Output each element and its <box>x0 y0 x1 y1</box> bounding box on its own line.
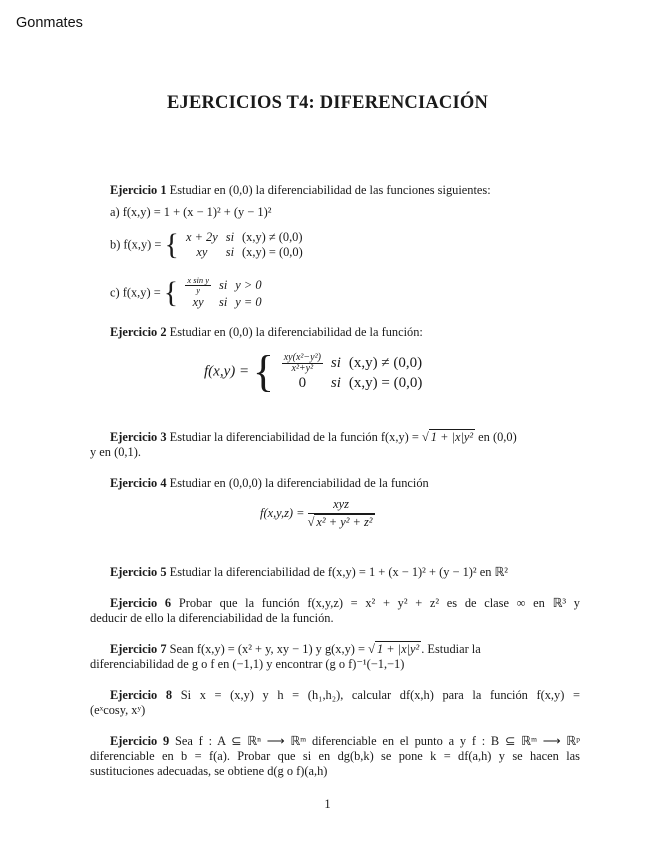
exercise-6-text: Probar que la función f(x,y,z) = x² + y² + z² es de clase ∞ en ℝ³ y <box>178 596 580 610</box>
case-cond: y > 0 <box>235 277 262 292</box>
exercise-4-label: Ejercicio 4 <box>110 476 167 490</box>
exercise-2-function <box>204 347 426 396</box>
case-expr: 0 <box>298 374 307 391</box>
exercise-4-prefix: f(x,y,z) = <box>260 506 305 521</box>
exercise-1-b-prefix: b) f(x,y) = <box>110 237 162 252</box>
case-expr: x + 2y <box>186 230 218 244</box>
case-si: si <box>330 374 341 391</box>
exercise-7-label: Ejercicio 7 <box>110 642 167 656</box>
exercise-4-intro <box>110 476 429 491</box>
case-cond: (x,y) ≠ (0,0) <box>348 355 423 371</box>
fraction-numerator: xy(x²−y²) <box>283 351 321 363</box>
exercise-1-label: Ejercicio 1 <box>110 183 167 197</box>
exercise-1-c-cases <box>181 276 265 310</box>
sqrt-sign: √ <box>421 430 429 444</box>
exercise-1-b-cases <box>182 230 307 260</box>
fraction <box>282 353 323 375</box>
exercise-4-function <box>260 498 375 529</box>
page-title: EJERCICIOS T4: DIFERENCIACIÓN <box>166 93 489 113</box>
exercise-8-line-2: (eˣcosy, xʸ) <box>90 703 146 717</box>
case-cond: (x,y) = (0,0) <box>242 245 303 259</box>
exercise-7-line-1 <box>110 642 580 657</box>
exercise-9-text: Sea f : A ⊆ ℝⁿ ⟶ ℝᵐ diferenciable en el punto a y f : B ⊆ ℝᵐ ⟶ ℝᵖ <box>175 734 580 748</box>
exercise-3-line-2: y en (0,1). <box>90 445 141 459</box>
case-si: si <box>219 294 228 309</box>
exercise-3-text-post: en (0,0) <box>478 430 517 444</box>
fraction-denominator: x²+y² <box>291 363 314 374</box>
case-si: si <box>225 230 235 244</box>
exercise-2-label: Ejercicio 2 <box>110 325 167 339</box>
exercise-4-text: Estudiar en (0,0,0) la diferenciabilidad de la función <box>169 476 429 490</box>
case-cond: (x,y) = (0,0) <box>348 374 423 391</box>
exercise-8-label: Ejercicio 8 <box>110 688 173 702</box>
exercise-1-c <box>110 276 266 310</box>
case-si: si <box>219 277 228 292</box>
exercise-1-a: a) f(x,y) = 1 + (x − 1)² + (y − 1)² <box>110 205 272 219</box>
exercise-9-line-1 <box>110 734 580 749</box>
sqrt-radicand: 1 + |x|y² <box>376 642 420 656</box>
exercise-5-text: Estudiar la diferenciabilidad de f(x,y) = 1 + (x − 1)² + (y − 1)² en ℝ² <box>169 565 509 579</box>
fraction <box>185 276 211 295</box>
exercise-3-text-pre: Estudiar la diferenciabilidad de la función f(x,y) = <box>169 430 419 444</box>
fraction-numerator: x sin y <box>187 275 210 285</box>
exercise-2-prefix: f(x,y) = <box>204 363 250 380</box>
exercise-1-text: Estudiar en (0,0) la diferenciabilidad de las funciones siguientes: <box>169 183 491 197</box>
sqrt-radicand: 1 + |x|y² <box>430 430 474 444</box>
sqrt-sign: √ <box>368 642 375 656</box>
exercise-2-intro <box>110 325 423 340</box>
left-brace: { <box>164 228 179 261</box>
case-si: si <box>225 245 235 259</box>
exercise-1-intro <box>110 183 491 198</box>
left-brace: { <box>252 347 274 396</box>
exercise-8-line-1 <box>110 688 580 703</box>
exercise-2-text: Estudiar en (0,0) la diferenciabilidad de la función: <box>169 325 423 339</box>
left-brace: { <box>163 275 179 309</box>
exercise-5 <box>110 565 508 580</box>
brand-name: Gonmates <box>16 15 83 31</box>
fraction-denominator: √ x² + y² + z² <box>307 515 373 530</box>
exercise-1-c-prefix: c) f(x,y) = <box>110 285 161 300</box>
case-expr: xy <box>196 245 208 259</box>
case-cond: (x,y) ≠ (0,0) <box>242 230 303 244</box>
exercise-6-line-2: deducir de ello la diferenciabilidad de la función. <box>90 611 334 625</box>
exercise-2-cases <box>278 353 427 392</box>
exercise-1-b <box>110 230 307 260</box>
exercise-7-text-post: . Estudiar la <box>421 642 481 656</box>
exercise-3-line-1 <box>110 430 517 445</box>
exercise-9-line-2: diferenciable en b = f(a). Probar que si en dg(b,k) se pone k = df(a,h) y se hacen las <box>90 749 580 763</box>
fraction-denominator: y <box>196 284 201 295</box>
exercise-3-label: Ejercicio 3 <box>110 430 167 444</box>
exercise-6-label: Ejercicio 6 <box>110 596 172 610</box>
exercise-5-label: Ejercicio 5 <box>110 565 167 579</box>
exercise-9-label: Ejercicio 9 <box>110 734 170 748</box>
exercise-7-line-2: diferenciabilidad de g o f en (−1,1) y encontrar (g o f)⁻¹(−1,−1) <box>90 657 405 671</box>
case-cond: y = 0 <box>235 294 262 309</box>
page-number: 1 <box>324 797 331 811</box>
case-expr: xy <box>192 294 204 309</box>
sqrt-radicand: x² + y² + z² <box>316 515 373 530</box>
exercise-7-text-pre: Sean f(x,y) = (x² + y, xy − 1) y g(x,y) = <box>169 642 366 656</box>
fraction-numerator: xyz <box>308 498 375 514</box>
exercise-8-text: Si x = (x,y) y h = (h₁,h₂), calcular df(x,h) para la función f(x,y) = <box>180 688 580 702</box>
exercise-6-line-1 <box>110 596 580 611</box>
exercise-9-line-3: sustituciones adecuadas, se obtiene d(g o f)(a,h) <box>90 764 328 778</box>
case-si: si <box>330 355 341 371</box>
fraction <box>308 498 375 529</box>
